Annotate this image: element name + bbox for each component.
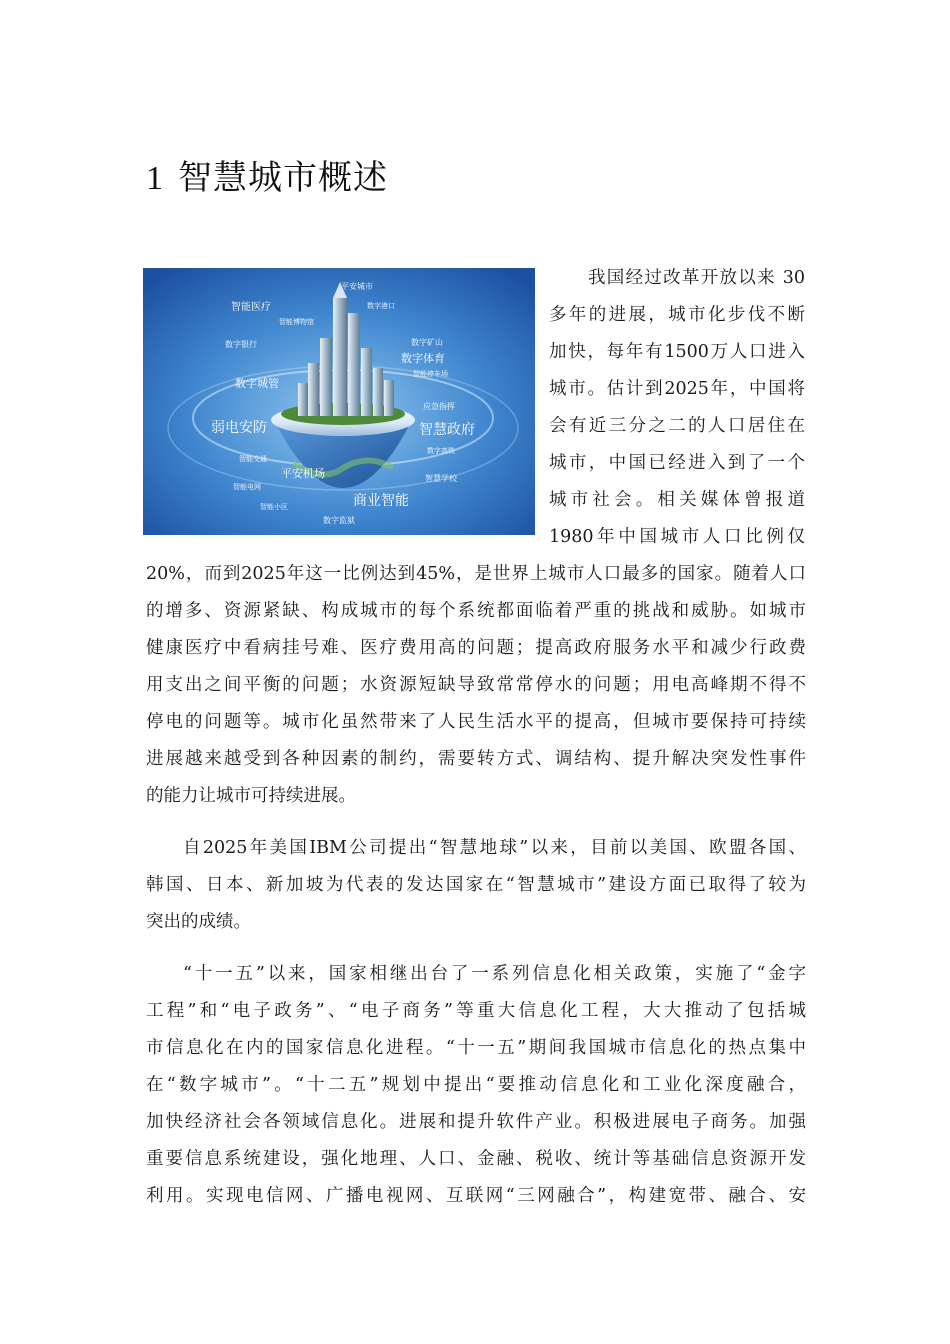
city-tower (333, 298, 347, 416)
figure-label: 智能交通 (239, 455, 267, 463)
section-heading (146, 150, 388, 199)
text-line: 突出的成绩。 (146, 912, 251, 932)
text-line: 健康医疗中看病挂号难、医疗费用高的问题；提高政府服务水平和减少行政费 (146, 638, 806, 658)
text-line: 停电的问题等。城市化虽然带来了人民生活水平的提高，但城市要保持可持续 (146, 712, 806, 732)
figure-label: 智慧政府 (419, 422, 475, 438)
figure-label: 智能小区 (260, 503, 288, 511)
text-line: 用支出之间平衡的问题；水资源短缺导致常常停水的问题；用电高峰期不得不 (146, 675, 806, 695)
figure-label: 数字银行 (225, 340, 257, 349)
text-line: 重要信息系统建设，强化地理、人口、金融、税收、统计等基础信息资源开发 (146, 1149, 806, 1169)
figure-label: 数字矿山 (411, 338, 443, 347)
figure-label: 商业智能 (353, 493, 409, 509)
text-line: 的增多、资源紧缺、构成城市的每个系统都面临着严重的挑战和威胁。如城市 (146, 601, 806, 621)
text-line: 20%，而到2025年这一比例达到45%，是世界上城市人口最多的国家。随着人口 (146, 564, 806, 584)
text-line: “十一五”以来，国家相继出台了一系列信息化相关政策，实施了“金字 (183, 964, 806, 984)
paragraph-3 (146, 956, 806, 1215)
text-line: 利用。实现电信网、广播电视网、互联网“三网融合”，构建宽带、融合、安 (146, 1186, 806, 1206)
text-line: 在“数字城市”。“十二五”规划中提出“要推动信息化和工业化深度融合， (146, 1075, 806, 1095)
text-line: 的能力让城市可持续进展。 (146, 786, 356, 806)
text-line: 工程”和“电子政务”、“电子商务”等重大信息化工程，大大推动了包括城 (146, 1001, 806, 1021)
wrapped-paragraph-start (549, 260, 805, 556)
figure-label: 应急指挥 (423, 402, 455, 411)
text-line: 我国经过改革开放以来 30 (588, 268, 805, 288)
figure-label: 智能医疗 (231, 302, 271, 313)
figure-label: 数字城管 (235, 377, 279, 390)
figure-label: 数字体育 (401, 352, 445, 365)
section-title: 智慧城市概述 (178, 158, 388, 198)
paragraph-2 (146, 830, 806, 941)
smart-city-graphic (143, 268, 535, 535)
figure-label: 数字港口 (367, 302, 395, 310)
section-number: 1 (146, 160, 164, 197)
figure-label: 数字高铁 (427, 447, 455, 455)
figure-label: 智能电网 (233, 483, 261, 491)
paragraph-1-continued (146, 556, 806, 815)
figure-label: 弱电安防 (211, 420, 267, 436)
text-line: 城市，中国已经进入到了一个 (549, 453, 805, 473)
figure-label: 数字监狱 (323, 516, 355, 525)
text-line: 自2025年美国IBM公司提出“智慧地球”以来，目前以美国、欧盟各国、 (183, 838, 806, 858)
text-line: 加快经济社会各领域信息化。进展和提升软件产业。积极进展电子商务。加强 (146, 1112, 806, 1132)
smart-city-illustration (143, 268, 535, 535)
figure-label: 智能停车场 (413, 370, 448, 378)
figure-label: 智能博物馆 (279, 318, 314, 326)
figure-label: 平安城市 (341, 282, 373, 291)
text-line: 加快，每年有1500万人口进入 (549, 342, 805, 362)
figure-label: 平安机场 (281, 467, 325, 480)
text-line: 进展越来越受到各种因素的制约，需要转方式、调结构、提升解决突发性事件 (146, 749, 806, 769)
text-line: 1980年中国城市人口比例仅 (549, 527, 805, 547)
text-line: 会有近三分之二的人口居住在 (549, 416, 805, 436)
text-line: 城市社会。相关媒体曾报道 (549, 490, 805, 510)
text-line: 城市。估计到2025年，中国将 (549, 379, 805, 399)
text-line: 市信息化在内的国家信息化进程。“十一五”期间我国城市信息化的热点集中 (146, 1038, 806, 1058)
figure-label: 智慧学校 (425, 474, 457, 483)
text-line: 多年的进展，城市化步伐不断 (549, 305, 805, 325)
text-line: 韩国、日本、新加坡为代表的发达国家在“智慧城市”建设方面已取得了较为 (146, 875, 806, 895)
